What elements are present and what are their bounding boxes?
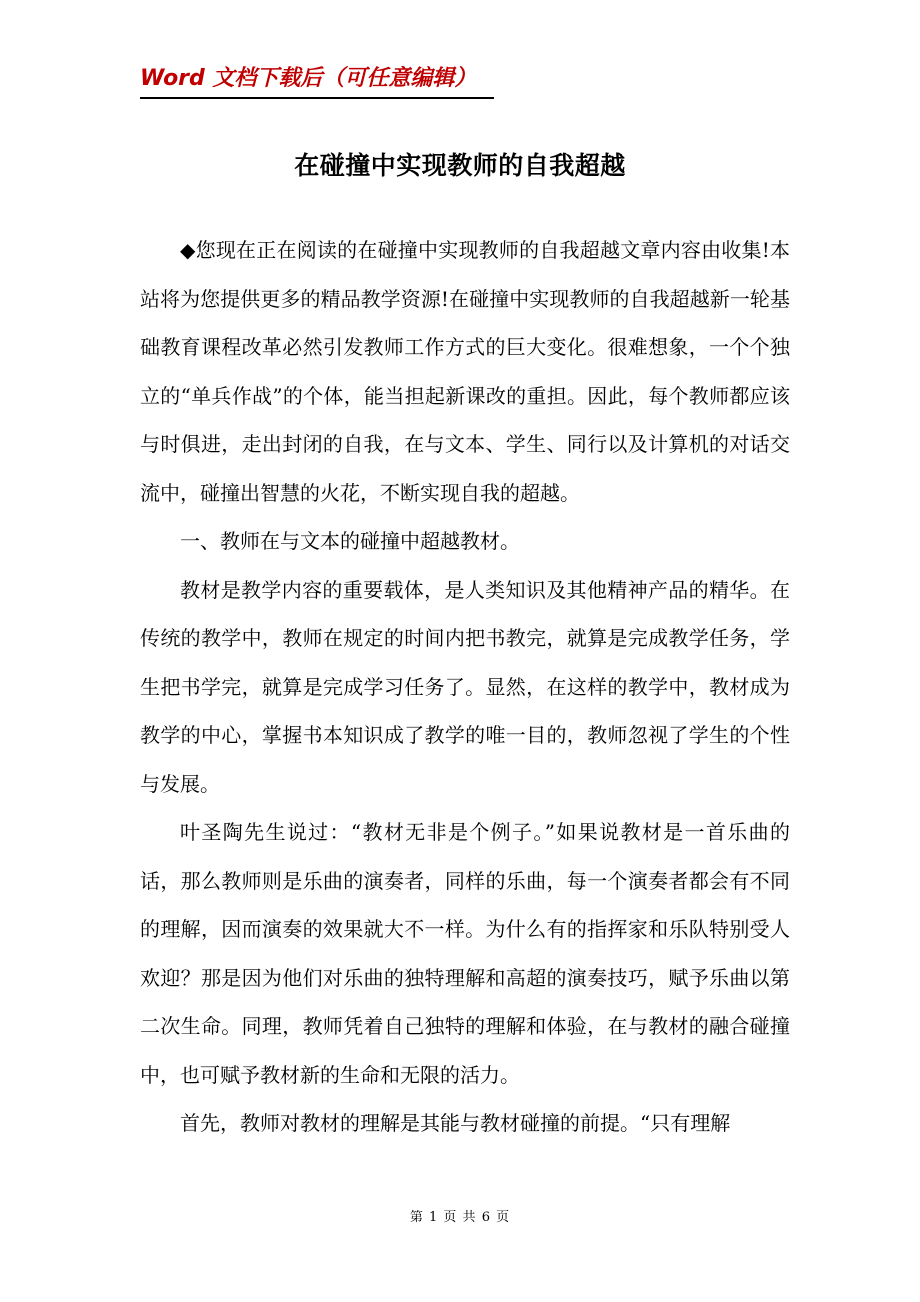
header-text: Word 文档下载后（可任意编辑）	[140, 66, 477, 91]
paragraph: 首先，教师对教材的理解是其能与教材碰撞的前提。“只有理解	[180, 1111, 731, 1135]
paragraph: 教材是教学内容的重要载体，是人类知识及其他精神产品的精华。在传统的教学中，教师在规定的时间内把书教完，就算是完成教学任务，学生把书学完，就算是完成学习任务了。显然，在这样的教学中，教材成为教学的中心，掌握书本知识成了教学的唯一目的，教师忽视了学生的个性与发展。	[140, 577, 790, 796]
document-body	[140, 226, 790, 1148]
document-title: 在碰撞中实现教师的自我超越	[294, 151, 626, 180]
paragraph: ◆您现在正在阅读的在碰撞中实现教师的自我超越文章内容由收集!本站将为您提供更多的精品教学资源!在碰撞中实现教师的自我超越新一轮基础教育课程改革必然引发教师工作方式的巨大变化。很难想象，一个个独立的“单兵作战”的个体，能当担起新课改的重担。因此，每个教师都应该与时俱进，走出封闭的自我，在与文本、学生、同行以及计算机的对话交流中，碰撞出智慧的火花，不断实现自我的超越。	[140, 238, 790, 505]
page-footer: 第 1 页 共 6 页	[409, 1210, 511, 1225]
document-header	[140, 64, 494, 99]
section-heading: 一、教师在与文本的碰撞中超越教材。	[180, 529, 520, 553]
paragraph: 叶圣陶先生说过：“教材无非是个例子。”如果说教材是一首乐曲的话，那么教师则是乐曲的演奏者，同样的乐曲，每一个演奏者都会有不同的理解，因而演奏的效果就大不一样。为什么有的指挥家和乐队特别受人欢迎？那是因为他们对乐曲的独特理解和高超的演奏技巧，赋予乐曲以第二次生命。同理，教师凭着自己独特的理解和体验，在与教材的融合碰撞中，也可赋予教材新的生命和无限的活力。	[140, 820, 790, 1087]
